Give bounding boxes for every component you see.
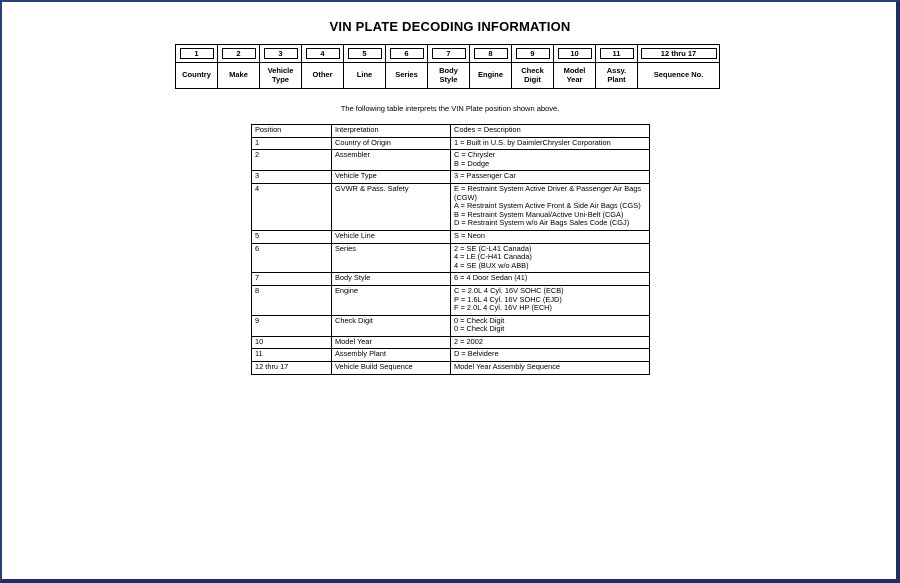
cell-position: 6	[252, 243, 332, 273]
vin-position-number: 2	[222, 48, 256, 59]
vin-position-number: 6	[390, 48, 424, 59]
vin-label-line: Other	[312, 70, 333, 80]
code-line: D = Restraint System w/o Air Bags Sales Code (CGJ)	[454, 218, 630, 228]
cell-interpretation: Vehicle Line	[332, 230, 451, 243]
vin-label-line: Check	[521, 66, 544, 75]
table-row	[252, 183, 650, 230]
vin-label-line: Engine	[477, 70, 503, 80]
vin-label-line: Model	[563, 66, 586, 75]
code-line: 4 = SE (BUX w/o ABB)	[454, 260, 529, 270]
cell-interpretation: GVWR & Pass. Safety	[332, 183, 451, 230]
cell-codes	[451, 230, 650, 243]
table-row	[252, 349, 650, 362]
vin-label-line: Plant	[607, 74, 626, 84]
cell-position: 11	[252, 349, 332, 362]
code-line: 3 = Passenger Car	[454, 171, 516, 181]
cell-position: 2	[252, 150, 332, 171]
cell-interpretation: Check Digit	[332, 315, 451, 336]
vin-label-line: Vehicle	[267, 66, 294, 75]
header-codes: Codes = Description	[451, 125, 650, 138]
vin-position-label	[512, 63, 554, 89]
header-interpretation: Interpretation	[332, 125, 451, 138]
vin-label-line: Line	[356, 70, 373, 80]
vin-label-line: Country	[182, 70, 211, 80]
vin-position-number: 10	[558, 48, 592, 59]
vin-position-label-row	[176, 63, 720, 89]
vin-position-cell	[470, 45, 512, 63]
vin-position-label	[302, 63, 344, 89]
vin-position-label	[260, 63, 302, 89]
decode-table-header-row	[252, 125, 650, 138]
cell-codes	[451, 171, 650, 184]
code-line: 4 = LE (C-H41 Canada)	[454, 252, 532, 262]
vin-label-line: Digit	[524, 74, 541, 84]
cell-position: 1	[252, 137, 332, 150]
vin-position-cell	[260, 45, 302, 63]
cell-codes	[451, 315, 650, 336]
table-row	[252, 171, 650, 184]
vin-position-number: 12 thru 17	[641, 48, 717, 59]
cell-codes	[451, 285, 650, 315]
vin-position-number: 11	[600, 48, 634, 59]
code-line: C = 2.0L 4 Cyl. 16V SOHC (ECB)	[454, 285, 564, 295]
cell-codes	[451, 336, 650, 349]
code-line: A = Restraint System Active Front & Side Air Bags (CGS)	[454, 201, 641, 211]
cell-codes	[451, 243, 650, 273]
cell-interpretation: Body Style	[332, 273, 451, 286]
code-line: 0 = Check Digit	[454, 315, 505, 325]
vin-position-cell	[386, 45, 428, 63]
table-row	[252, 336, 650, 349]
vin-label-line: Body	[439, 66, 458, 75]
cell-interpretation: Country of Origin	[332, 137, 451, 150]
table-row	[252, 285, 650, 315]
vin-position-cell	[176, 45, 218, 63]
vin-position-number: 4	[306, 48, 340, 59]
vin-position-cell	[512, 45, 554, 63]
vin-position-cell	[638, 45, 720, 63]
code-line: P = 1.6L 4 Cyl. 16V SOHC (EJD)	[454, 294, 562, 304]
table-row	[252, 137, 650, 150]
vin-label-line: Make	[229, 70, 248, 80]
vin-decode-table	[251, 124, 650, 375]
code-line: Model Year Assembly Sequence	[454, 362, 561, 372]
vin-position-label	[596, 63, 638, 89]
cell-position: 8	[252, 285, 332, 315]
cell-position: 5	[252, 230, 332, 243]
vin-position-number: 3	[264, 48, 298, 59]
table-row	[252, 243, 650, 273]
vin-label-line: Series	[395, 70, 418, 80]
code-line: 1 = Built in U.S. by DaimlerChrysler Corporation	[454, 137, 611, 147]
cell-interpretation: Assembly Plant	[332, 349, 451, 362]
vin-label-line: Assy.	[606, 66, 627, 75]
vin-position-cell	[596, 45, 638, 63]
vin-position-label	[638, 63, 720, 89]
vin-position-cell	[218, 45, 260, 63]
vin-label-line: Sequence No.	[653, 70, 704, 80]
cell-interpretation: Vehicle Type	[332, 171, 451, 184]
cell-position: 9	[252, 315, 332, 336]
header-position: Position	[252, 125, 332, 138]
cell-codes	[451, 150, 650, 171]
vin-position-label	[428, 63, 470, 89]
vin-position-strip	[175, 44, 720, 89]
cell-position: 4	[252, 183, 332, 230]
table-row	[252, 315, 650, 336]
vin-position-cell	[302, 45, 344, 63]
table-row	[252, 362, 650, 375]
table-row	[252, 273, 650, 286]
code-line: D = Belvidere	[454, 349, 499, 359]
code-line: E = Restraint System Active Driver & Passenger Air Bags	[454, 183, 642, 193]
cell-position: 3	[252, 171, 332, 184]
cell-codes	[451, 349, 650, 362]
table-row	[252, 150, 650, 171]
code-line: B = Restraint System Manual/Active Uni-Belt (CGA)	[454, 209, 624, 219]
code-line: (CGW)	[454, 192, 477, 202]
vin-position-number: 5	[348, 48, 382, 59]
vin-position-label	[554, 63, 596, 89]
vin-position-number-row	[176, 45, 720, 63]
vin-label-line: Style	[439, 74, 458, 84]
vin-position-cell	[344, 45, 386, 63]
vin-position-label	[470, 63, 512, 89]
vin-position-number: 8	[474, 48, 508, 59]
cell-interpretation: Model Year	[332, 336, 451, 349]
cell-codes	[451, 362, 650, 375]
code-line: C = Chrysler	[454, 150, 496, 160]
vin-position-cell	[554, 45, 596, 63]
vin-label-line: Year	[566, 74, 583, 84]
code-line: S = Neon	[454, 230, 486, 240]
code-line: 2 = 2002	[454, 336, 483, 346]
vin-position-number: 9	[516, 48, 550, 59]
cell-position: 12 thru 17	[252, 362, 332, 375]
code-line: 6 = 4 Door Sedan (41)	[454, 273, 528, 283]
cell-codes	[451, 137, 650, 150]
cell-position: 10	[252, 336, 332, 349]
vin-position-label	[344, 63, 386, 89]
code-line: F = 2.0L 4 Cyl. 16V HP (ECH)	[454, 303, 552, 313]
cell-interpretation: Vehicle Build Sequence	[332, 362, 451, 375]
code-line: 2 = SE (C-L41 Canada)	[454, 243, 532, 253]
intro-text: The following table interprets the VIN Plate position shown above.	[340, 104, 560, 113]
cell-interpretation: Assembler	[332, 150, 451, 171]
vin-position-number: 1	[180, 48, 214, 59]
vin-position-label	[386, 63, 428, 89]
cell-interpretation: Engine	[332, 285, 451, 315]
code-line: B = Dodge	[454, 158, 490, 168]
vin-position-label	[176, 63, 218, 89]
cell-interpretation: Series	[332, 243, 451, 273]
code-line: 0 = Check Digit	[454, 324, 505, 334]
table-row	[252, 230, 650, 243]
cell-codes	[451, 273, 650, 286]
cell-codes	[451, 183, 650, 230]
vin-position-number: 7	[432, 48, 466, 59]
page-title: VIN PLATE DECODING INFORMATION	[329, 19, 571, 34]
vin-label-line: Type	[272, 74, 289, 84]
vin-position-cell	[428, 45, 470, 63]
vin-position-label	[218, 63, 260, 89]
cell-position: 7	[252, 273, 332, 286]
